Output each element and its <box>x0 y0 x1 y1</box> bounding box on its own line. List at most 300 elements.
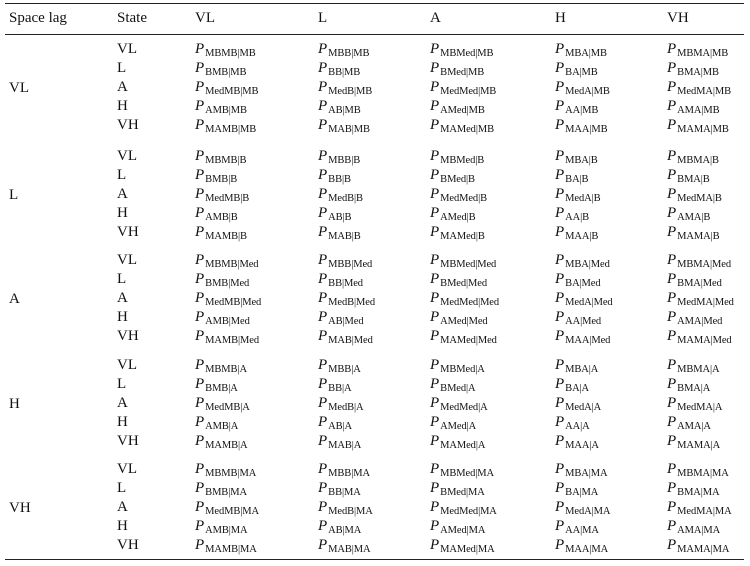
probability-cell <box>555 308 601 326</box>
probability-symbol: P <box>318 518 328 534</box>
probability-subscript: MAMB|Med <box>205 335 259 346</box>
probability-symbol: P <box>195 205 205 221</box>
probability-subscript: BA|B <box>565 174 589 185</box>
header-state: State <box>117 10 147 26</box>
probability-symbol: P <box>667 518 677 534</box>
state-label: H <box>117 98 128 114</box>
row-group <box>5 40 744 134</box>
probability-cell <box>318 270 363 288</box>
probability-symbol: P <box>318 376 328 392</box>
space-lag-label: A <box>9 291 20 307</box>
probability-cell <box>195 40 256 58</box>
probability-cell <box>430 59 484 77</box>
probability-subscript: MBB|MA <box>328 468 370 479</box>
probability-cell <box>430 251 496 269</box>
row-group <box>5 356 744 450</box>
probability-subscript: MedB|MB <box>328 86 373 97</box>
probability-cell <box>318 78 372 96</box>
probability-symbol: P <box>667 537 677 553</box>
probability-cell <box>667 536 729 554</box>
probability-cell <box>555 97 598 115</box>
probability-symbol: P <box>667 224 677 240</box>
probability-cell <box>195 78 258 96</box>
probability-cell <box>430 270 487 288</box>
probability-subscript: MAA|MA <box>565 544 609 555</box>
probability-subscript: AMed|Med <box>440 316 488 327</box>
probability-subscript: MBMed|A <box>440 364 485 375</box>
probability-subscript: MAMA|Med <box>677 335 732 346</box>
probability-symbol: P <box>195 41 205 57</box>
probability-cell <box>667 432 720 450</box>
probability-cell <box>667 308 722 326</box>
probability-cell <box>667 166 710 184</box>
probability-subscript: MBMed|MA <box>440 468 494 479</box>
state-label: VL <box>117 41 137 57</box>
probability-subscript: BB|MA <box>328 487 361 498</box>
probability-symbol: P <box>667 186 677 202</box>
state-label: L <box>117 271 127 287</box>
probability-cell <box>667 394 722 412</box>
probability-cell <box>667 498 732 516</box>
probability-subscript: BMed|MB <box>440 67 485 78</box>
probability-symbol: P <box>195 224 205 240</box>
probability-symbol: P <box>195 357 205 373</box>
probability-subscript: MBMA|B <box>677 155 719 166</box>
probability-symbol: P <box>195 433 205 449</box>
probability-subscript: MAA|B <box>565 231 599 242</box>
probability-cell <box>430 375 476 393</box>
probability-symbol: P <box>555 167 565 183</box>
probability-cell <box>430 40 493 58</box>
probability-subscript: MAMed|MA <box>440 544 495 555</box>
probability-subscript: BMB|B <box>205 174 238 185</box>
probability-cell <box>667 204 710 222</box>
state-label: VH <box>117 328 139 344</box>
probability-cell <box>555 394 601 412</box>
table-row <box>5 432 744 451</box>
probability-subscript: AMB|B <box>205 212 238 223</box>
probability-cell <box>195 327 259 345</box>
probability-symbol: P <box>318 328 328 344</box>
probability-subscript: MAMB|MB <box>205 124 257 135</box>
probability-cell <box>555 270 601 288</box>
probability-symbol: P <box>195 186 205 202</box>
probability-subscript: MBMA|MB <box>677 48 729 59</box>
probability-subscript: BB|A <box>328 383 352 394</box>
probability-subscript: MBB|B <box>328 155 361 166</box>
probability-cell <box>555 460 608 478</box>
probability-subscript: AMA|MA <box>677 525 721 536</box>
table-row <box>5 97 744 116</box>
probability-subscript: BA|MA <box>565 487 599 498</box>
state-label: VL <box>117 461 137 477</box>
probability-subscript: MedMed|Med <box>440 297 500 308</box>
probability-subscript: MedA|B <box>565 193 601 204</box>
probability-symbol: P <box>318 224 328 240</box>
probability-cell <box>555 147 598 165</box>
probability-subscript: MedMB|A <box>205 402 250 413</box>
state-label: VH <box>117 224 139 240</box>
probability-cell <box>667 59 719 77</box>
probability-subscript: AMB|MB <box>205 105 247 116</box>
probability-cell <box>667 413 711 431</box>
probability-subscript: AMB|MA <box>205 525 248 536</box>
state-label: VH <box>117 117 139 133</box>
probability-cell <box>318 185 363 203</box>
probability-subscript: AB|MA <box>328 525 362 536</box>
table-row <box>5 289 744 308</box>
probability-subscript: MedMed|A <box>440 402 488 413</box>
probability-cell <box>667 251 731 269</box>
table-row <box>5 517 744 536</box>
probability-subscript: AMB|Med <box>205 316 250 327</box>
probability-cell <box>430 185 487 203</box>
probability-cell <box>555 356 598 374</box>
probability-symbol: P <box>555 79 565 95</box>
probability-symbol: P <box>555 224 565 240</box>
probability-subscript: MBB|A <box>328 364 361 375</box>
probability-symbol: P <box>195 148 205 164</box>
probability-symbol: P <box>195 98 205 114</box>
table-row <box>5 40 744 59</box>
probability-subscript: MBMB|A <box>205 364 247 375</box>
probability-symbol: P <box>430 148 440 164</box>
probability-cell <box>195 517 248 535</box>
probability-symbol: P <box>667 357 677 373</box>
probability-cell <box>667 147 719 165</box>
probability-subscript: MAMA|A <box>677 440 721 451</box>
probability-cell <box>430 356 485 374</box>
probability-symbol: P <box>667 480 677 496</box>
probability-subscript: BMA|MA <box>677 487 720 498</box>
probability-subscript: MBMB|MB <box>205 48 256 59</box>
table-row <box>5 78 744 97</box>
probability-symbol: P <box>195 117 205 133</box>
probability-subscript: BMA|MB <box>677 67 719 78</box>
probability-cell <box>430 460 494 478</box>
probability-symbol: P <box>430 328 440 344</box>
probability-cell <box>430 479 485 497</box>
state-label: A <box>117 186 128 202</box>
probability-symbol: P <box>318 186 328 202</box>
probability-subscript: BMB|MB <box>205 67 247 78</box>
probability-symbol: P <box>430 537 440 553</box>
probability-subscript: BMA|Med <box>677 278 722 289</box>
probability-subscript: BMed|B <box>440 174 475 185</box>
probability-subscript: MBMed|Med <box>440 259 497 270</box>
state-label: H <box>117 205 128 221</box>
probability-cell <box>430 223 485 241</box>
probability-cell <box>318 59 360 77</box>
probability-subscript: MBMB|B <box>205 155 247 166</box>
header-vh: VH <box>667 10 689 26</box>
probability-subscript: MAB|B <box>328 231 361 242</box>
table-row <box>5 116 744 135</box>
probability-subscript: MedMB|Med <box>205 297 262 308</box>
probability-subscript: MAMA|MB <box>677 124 729 135</box>
probability-subscript: MAMA|MA <box>677 544 730 555</box>
probability-symbol: P <box>318 271 328 287</box>
table-row <box>5 308 744 327</box>
probability-symbol: P <box>555 499 565 515</box>
probability-subscript: MedMA|Med <box>677 297 734 308</box>
probability-cell <box>555 498 610 516</box>
probability-cell <box>430 78 496 96</box>
table-row <box>5 460 744 479</box>
probability-subscript: MedA|A <box>565 402 602 413</box>
probability-subscript: MBB|MB <box>328 48 370 59</box>
probability-subscript: AB|A <box>328 421 353 432</box>
probability-subscript: AB|MB <box>328 105 361 116</box>
state-label: A <box>117 79 128 95</box>
probability-symbol: P <box>667 167 677 183</box>
probability-subscript: AMA|Med <box>677 316 723 327</box>
probability-symbol: P <box>555 461 565 477</box>
probability-cell <box>318 204 351 222</box>
probability-subscript: AB|Med <box>328 316 364 327</box>
probability-symbol: P <box>195 167 205 183</box>
probability-cell <box>430 308 488 326</box>
probability-cell <box>555 223 598 241</box>
probability-cell <box>318 40 369 58</box>
state-label: A <box>117 290 128 306</box>
probability-symbol: P <box>195 537 205 553</box>
probability-symbol: P <box>318 309 328 325</box>
probability-cell <box>195 308 250 326</box>
probability-cell <box>555 204 589 222</box>
probability-subscript: AA|Med <box>565 316 602 327</box>
header-l: L <box>318 10 328 26</box>
probability-subscript: MBA|A <box>565 364 599 375</box>
probability-symbol: P <box>318 480 328 496</box>
probability-subscript: MAB|MA <box>328 544 371 555</box>
probability-symbol: P <box>430 357 440 373</box>
probability-cell <box>195 251 258 269</box>
probability-symbol: P <box>430 480 440 496</box>
probability-subscript: MAMB|A <box>205 440 248 451</box>
probability-subscript: BB|B <box>328 174 351 185</box>
probability-symbol: P <box>667 328 677 344</box>
probability-cell <box>195 185 249 203</box>
probability-subscript: MBMA|MA <box>677 468 729 479</box>
probability-symbol: P <box>318 98 328 114</box>
state-label: L <box>117 60 127 76</box>
probability-cell <box>555 59 598 77</box>
probability-symbol: P <box>667 60 677 76</box>
probability-subscript: AMed|MA <box>440 525 486 536</box>
probability-cell <box>667 460 729 478</box>
probability-cell <box>195 59 246 77</box>
probability-cell <box>318 327 373 345</box>
probability-subscript: MBA|MB <box>565 48 607 59</box>
probability-symbol: P <box>318 252 328 268</box>
probability-cell <box>195 432 248 450</box>
probability-subscript: MedB|B <box>328 193 363 204</box>
probability-symbol: P <box>195 395 205 411</box>
probability-cell <box>430 97 485 115</box>
probability-symbol: P <box>318 537 328 553</box>
probability-subscript: MedMed|MA <box>440 506 497 517</box>
probability-subscript: BA|MB <box>565 67 598 78</box>
probability-cell <box>667 185 722 203</box>
probability-subscript: MAA|A <box>565 440 599 451</box>
probability-symbol: P <box>430 499 440 515</box>
probability-symbol: P <box>318 205 328 221</box>
header-vl: VL <box>195 10 215 26</box>
table-row <box>5 223 744 242</box>
probability-symbol: P <box>195 499 205 515</box>
probability-symbol: P <box>555 186 565 202</box>
probability-symbol: P <box>318 148 328 164</box>
probability-cell <box>195 460 256 478</box>
state-label: A <box>117 395 128 411</box>
probability-symbol: P <box>430 271 440 287</box>
probability-subscript: BMA|B <box>677 174 710 185</box>
header-a: A <box>430 10 441 26</box>
probability-cell <box>430 147 484 165</box>
probability-cell <box>318 394 364 412</box>
probability-subscript: BMed|Med <box>440 278 487 289</box>
probability-symbol: P <box>667 290 677 306</box>
row-group <box>5 251 744 345</box>
row-group <box>5 147 744 241</box>
probability-cell <box>195 498 259 516</box>
probability-subscript: MedMA|B <box>677 193 722 204</box>
probability-cell <box>555 166 588 184</box>
probability-cell <box>667 375 710 393</box>
probability-symbol: P <box>430 518 440 534</box>
probability-subscript: MBB|Med <box>328 259 373 270</box>
probability-subscript: MBA|B <box>565 155 598 166</box>
probability-cell <box>318 498 373 516</box>
state-label: VH <box>117 433 139 449</box>
state-label: L <box>117 167 127 183</box>
probability-cell <box>318 289 375 307</box>
probability-symbol: P <box>667 461 677 477</box>
probability-cell <box>667 270 722 288</box>
probability-subscript: MAMed|Med <box>440 335 497 346</box>
probability-subscript: MBMB|Med <box>205 259 259 270</box>
probability-symbol: P <box>430 205 440 221</box>
probability-cell <box>195 166 237 184</box>
space-lag-label: H <box>9 396 20 412</box>
probability-subscript: MedA|Med <box>565 297 613 308</box>
probability-symbol: P <box>195 309 205 325</box>
probability-cell <box>430 289 499 307</box>
state-label: H <box>117 518 128 534</box>
probability-subscript: AA|A <box>565 421 590 432</box>
probability-cell <box>195 270 249 288</box>
table-row <box>5 204 744 223</box>
state-label: H <box>117 414 128 430</box>
probability-symbol: P <box>430 309 440 325</box>
probability-subscript: MedB|Med <box>328 297 375 308</box>
table-row <box>5 479 744 498</box>
probability-symbol: P <box>318 414 328 430</box>
probability-subscript: AMed|A <box>440 421 477 432</box>
probability-subscript: BB|MB <box>328 67 361 78</box>
probability-subscript: MBMed|B <box>440 155 485 166</box>
probability-symbol: P <box>667 205 677 221</box>
probability-cell <box>318 460 370 478</box>
probability-subscript: BA|A <box>565 383 590 394</box>
probability-subscript: MBMed|MB <box>440 48 494 59</box>
probability-symbol: P <box>667 433 677 449</box>
probability-cell <box>195 116 256 134</box>
probability-symbol: P <box>318 357 328 373</box>
probability-cell <box>318 223 361 241</box>
probability-cell <box>195 375 238 393</box>
probability-cell <box>195 204 238 222</box>
state-label: L <box>117 480 127 496</box>
probability-subscript: MAMB|MA <box>205 544 257 555</box>
probability-cell <box>195 536 257 554</box>
table-row <box>5 59 744 78</box>
probability-cell <box>667 223 720 241</box>
probability-cell <box>430 166 475 184</box>
probability-cell <box>430 536 495 554</box>
probability-subscript: MBMA|Med <box>677 259 731 270</box>
probability-subscript: AMB|A <box>205 421 239 432</box>
probability-subscript: MBA|MA <box>565 468 608 479</box>
probability-subscript: AMed|B <box>440 212 476 223</box>
probability-subscript: MedMB|MB <box>205 86 259 97</box>
probability-cell <box>318 356 361 374</box>
probability-cell <box>667 479 720 497</box>
probability-cell <box>318 116 370 134</box>
probability-symbol: P <box>667 117 677 133</box>
probability-cell <box>318 375 351 393</box>
table-row <box>5 166 744 185</box>
probability-symbol: P <box>195 376 205 392</box>
probability-subscript: BA|Med <box>565 278 601 289</box>
probability-cell <box>555 185 601 203</box>
probability-symbol: P <box>195 252 205 268</box>
probability-symbol: P <box>318 117 328 133</box>
state-label: VL <box>117 357 137 373</box>
probability-cell <box>555 413 590 431</box>
probability-symbol: P <box>430 290 440 306</box>
probability-symbol: P <box>667 79 677 95</box>
probability-subscript: AMA|MB <box>677 105 720 116</box>
state-label: VH <box>117 537 139 553</box>
probability-subscript: MBMA|A <box>677 364 720 375</box>
probability-symbol: P <box>195 480 205 496</box>
probability-symbol: P <box>430 186 440 202</box>
probability-subscript: AMed|MB <box>440 105 485 116</box>
table-row <box>5 147 744 166</box>
probability-subscript: MAA|Med <box>565 335 611 346</box>
probability-symbol: P <box>667 148 677 164</box>
probability-subscript: MedMA|MB <box>677 86 731 97</box>
probability-symbol: P <box>555 41 565 57</box>
probability-subscript: AA|MB <box>565 105 599 116</box>
probability-symbol: P <box>555 480 565 496</box>
probability-symbol: P <box>667 414 677 430</box>
top-rule <box>5 3 744 4</box>
probability-cell <box>195 289 261 307</box>
probability-cell <box>430 204 476 222</box>
probability-subscript: AB|B <box>328 212 352 223</box>
probability-symbol: P <box>667 376 677 392</box>
probability-cell <box>667 40 728 58</box>
space-lag-label: VL <box>9 80 29 96</box>
probability-subscript: MBMB|MA <box>205 468 257 479</box>
probability-symbol: P <box>430 224 440 240</box>
probability-cell <box>430 498 497 516</box>
probability-symbol: P <box>667 271 677 287</box>
probability-symbol: P <box>430 98 440 114</box>
